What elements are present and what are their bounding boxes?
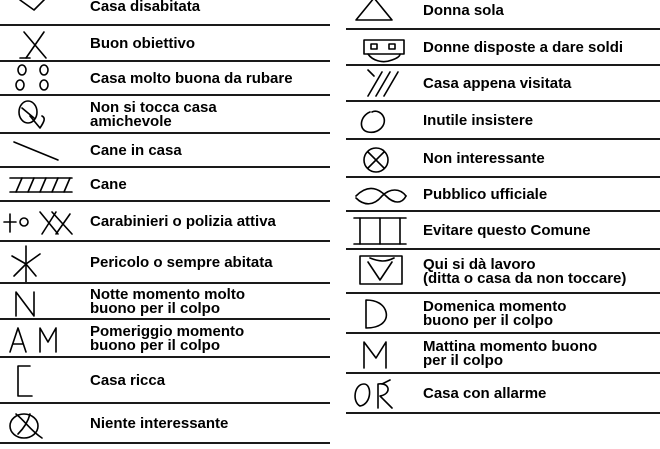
starburst-icon: [0, 242, 80, 284]
row-divider: [346, 412, 660, 414]
letters-am-icon: [0, 320, 80, 358]
legend-meaning: Non si tocca casa amichevole: [90, 99, 217, 130]
legend-row: [0, 242, 330, 284]
legend-row: [0, 134, 330, 168]
legend-row: [0, 202, 330, 242]
legend-row: [346, 374, 660, 414]
legend-row: [346, 334, 660, 374]
legend-meaning: Pomeriggio momento buono per il colpo: [90, 323, 245, 354]
legend-row: [0, 0, 330, 26]
legend-meaning: Inutile insistere: [423, 112, 534, 129]
legend-meaning: Donna sola: [423, 2, 504, 19]
letter-n-icon: [0, 284, 80, 320]
legend-row: [0, 284, 330, 320]
legend-meaning: Domenica momento buono per il colpo: [423, 298, 567, 329]
scribbled-circle-icon: [0, 404, 80, 444]
diamond-icon: [0, 0, 80, 26]
legend-row: [346, 66, 660, 102]
legend-meaning: Evitare questo Comune: [423, 222, 591, 239]
bracket-icon: [0, 358, 80, 404]
legend-meaning: Buon obiettivo: [90, 35, 195, 52]
legend-meaning: Pericolo o sempre abitata: [90, 254, 273, 271]
legend-meaning: Qui si dà lavoro (ditta o casa da non toccare): [423, 256, 627, 287]
legend-meaning: Non interessante: [423, 150, 545, 167]
wave-fish-icon: [346, 178, 426, 212]
letter-m-icon: [346, 334, 426, 374]
crossed-circle-loop-icon: [0, 96, 80, 134]
legend-meaning: Carabinieri o polizia attiva: [90, 213, 276, 230]
legend-meaning: Niente interessante: [90, 415, 229, 432]
legend-row: [346, 178, 660, 212]
legend-row: [0, 96, 330, 134]
open-circle-icon: [346, 102, 426, 140]
diagonal-line-icon: [0, 134, 80, 168]
legend-row: [0, 358, 330, 404]
legend-meaning: Donne disposte a dare soldi: [423, 39, 624, 56]
legend-meaning: Casa con allarme: [423, 385, 547, 402]
x-cross-icon: [0, 26, 80, 62]
legend-row: [346, 0, 660, 30]
circled-x-icon: [346, 140, 426, 178]
legend-row: [0, 320, 330, 358]
letters-or-icon: [346, 374, 426, 414]
slashes-icon: [346, 66, 426, 102]
legend-meaning: Cane: [90, 176, 127, 193]
legend-meaning: Casa molto buona da rubare: [90, 70, 293, 87]
v-in-box-icon: [346, 250, 426, 294]
hatched-bar-icon: [0, 168, 80, 202]
four-circles-icon: [0, 62, 80, 96]
triple-bars-icon: [346, 212, 426, 250]
legend-meaning: Pubblico ufficiale: [423, 186, 548, 203]
letter-d-icon: [346, 294, 426, 334]
legend-meaning: Mattina momento buono per il colpo: [423, 338, 598, 369]
legend-row: [346, 30, 660, 66]
legend-row: [346, 212, 660, 250]
legend-meaning: Notte momento molto buono per il colpo: [90, 286, 245, 317]
legend-row: [0, 26, 330, 62]
legend-row: [346, 102, 660, 140]
legend-row: [0, 168, 330, 202]
legend-row: [0, 404, 330, 444]
triangle-icon: [346, 0, 426, 30]
legend-row: [346, 294, 660, 334]
legend-row: [346, 250, 660, 294]
row-divider: [0, 442, 330, 444]
legend-row: [346, 140, 660, 178]
legend-meaning: Casa ricca: [90, 372, 166, 389]
legend-row: [0, 62, 330, 96]
plus-circle-double-x-icon: [0, 202, 80, 242]
legend-meaning: Casa disabitata: [90, 0, 201, 15]
face-box-icon: [346, 30, 426, 66]
legend-meaning: Casa appena visitata: [423, 75, 572, 92]
legend-meaning: Cane in casa: [90, 142, 182, 159]
